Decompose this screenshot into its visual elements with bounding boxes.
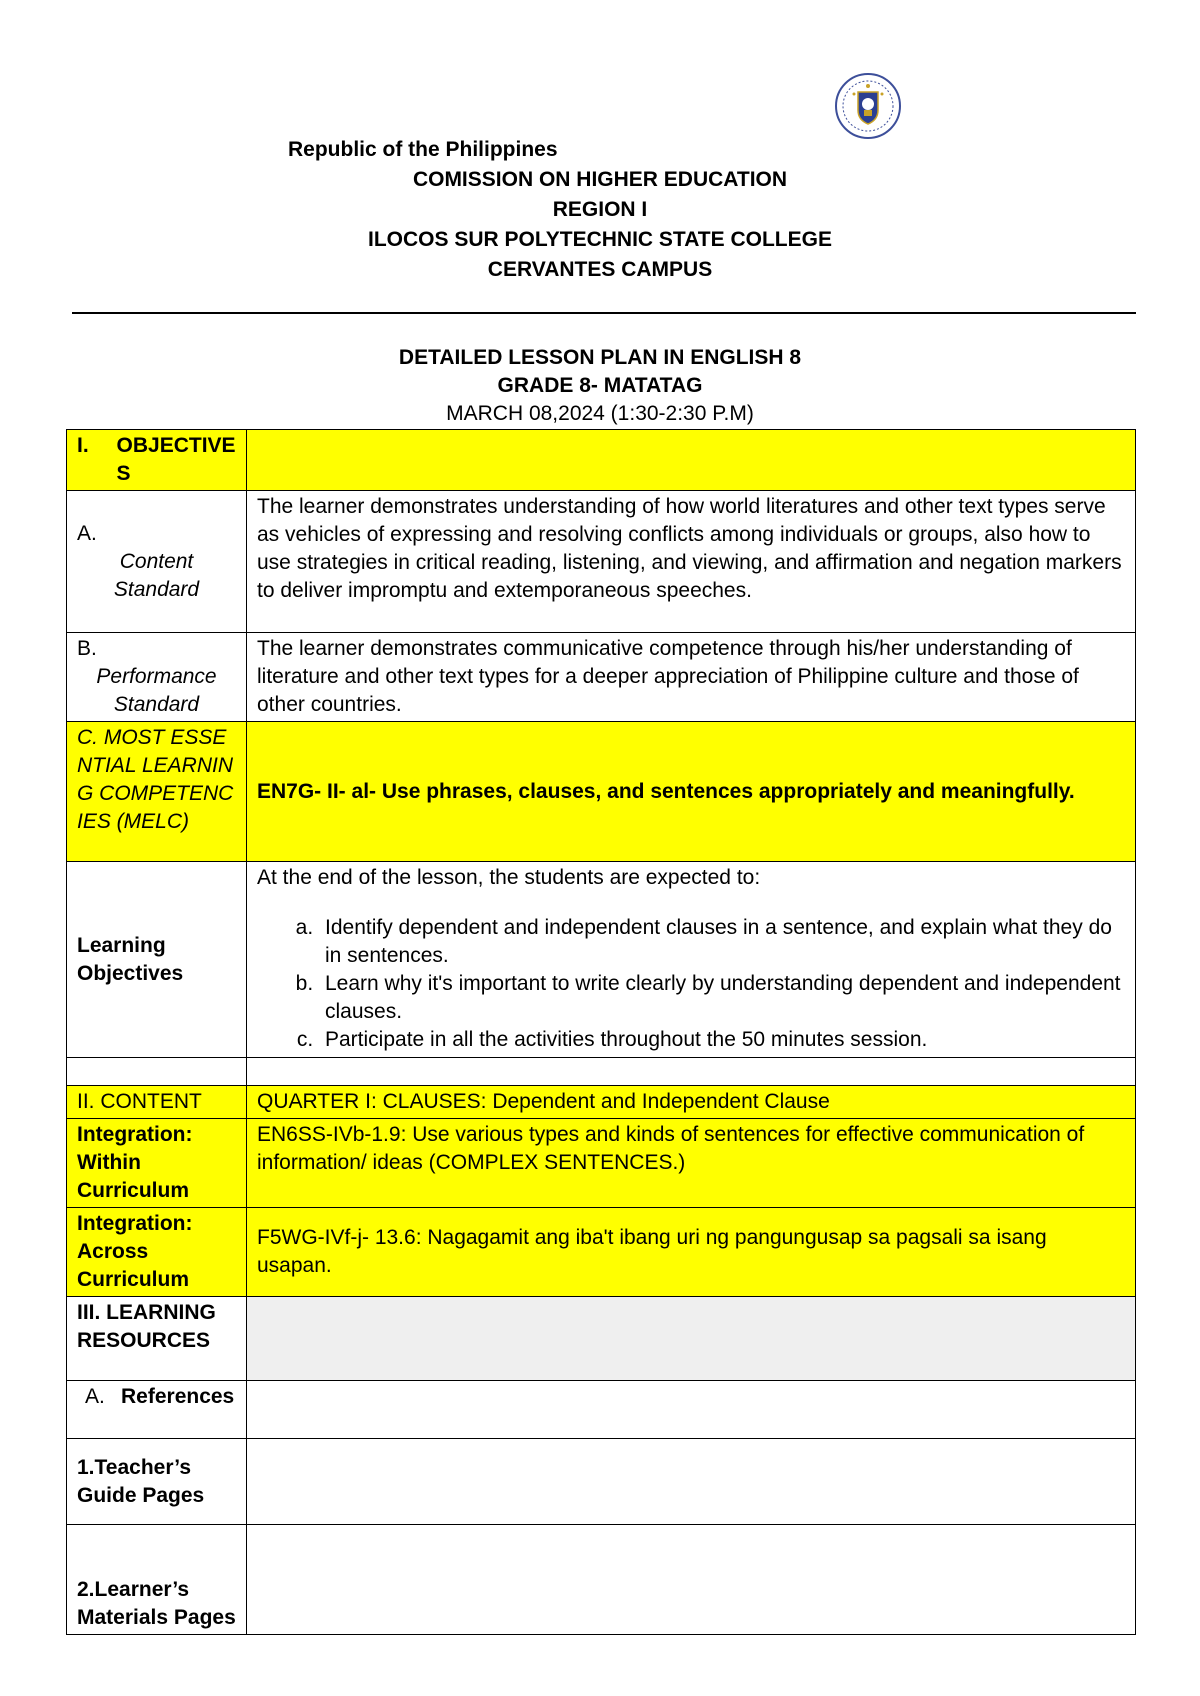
teachers-guide-row	[67, 1439, 1136, 1525]
integration-across-text: F5WG-IVf-j- 13.6: Nagagamit ang iba't ibang uri ng pangungusap sa pagsali sa isang usapan.	[247, 1208, 1136, 1297]
spacer-cell	[247, 1058, 1136, 1086]
learners-materials-value	[247, 1525, 1136, 1635]
integration-within-text: EN6SS-IVb-1.9: Use various types and kinds of sentences for effective communication of information/ ideas (COMPLEX SENTENCES.)	[247, 1119, 1136, 1208]
plan-date: MARCH 08,2024 (1:30-2:30 P.M)	[446, 402, 754, 425]
teachers-guide-value	[247, 1439, 1136, 1525]
republic-line: Republic of the Philippines	[288, 138, 558, 161]
learners-materials-label: 2.Learner’s Materials Pages	[67, 1525, 247, 1635]
learning-objectives-label: Learning Objectives	[67, 862, 247, 1058]
content-label: II. CONTENT	[67, 1086, 247, 1119]
lesson-plan-table	[66, 429, 1136, 1635]
learning-resources-value	[247, 1297, 1136, 1381]
objectives-num: I.	[77, 434, 89, 457]
plan-titles	[0, 344, 1200, 428]
plan-grade: GRADE 8- MATATAG	[497, 374, 703, 397]
objectives-value-cell	[247, 430, 1136, 491]
performance-standard-text: The learner demonstrates communicative competence through his/her understanding of literature and other text types for a deeper appreciation of Philippine culture and those of other countries.	[247, 633, 1136, 722]
integration-within-label: Integration: Within Curriculum	[67, 1119, 247, 1208]
references-row	[67, 1381, 1136, 1439]
spacer-row	[67, 1058, 1136, 1086]
commission-line: COMISSION ON HIGHER EDUCATION	[412, 168, 788, 191]
header-divider	[72, 312, 1136, 314]
content-text: QUARTER I: CLAUSES: Dependent and Independent Clause	[247, 1086, 1136, 1119]
objectives-label: OBJECTIVES	[116, 434, 236, 485]
melc-row	[67, 722, 1136, 862]
melc-text: EN7G- II- al- Use phrases, clauses, and sentences appropriately and meaningfully.	[247, 722, 1136, 862]
learning-resources-row	[67, 1297, 1136, 1381]
deped-seal-icon	[834, 72, 902, 140]
letterhead	[0, 135, 1200, 285]
learning-objectives-cell	[247, 862, 1136, 1058]
learning-objective-item: c. Participate in all the activities throughout the 50 minutes session.	[319, 1026, 1125, 1054]
content-standard-label: Content Standard	[113, 549, 200, 601]
content-standard-label-cell	[67, 491, 247, 633]
melc-label: C. MOST ESSENTIAL LEARNING COMPETENCIES (MELC)	[67, 722, 247, 862]
learning-resources-label: III. LEARNING RESOURCES	[67, 1297, 247, 1381]
references-label: References	[121, 1385, 235, 1408]
college-line: ILOCOS SUR POLYTECHNIC STATE COLLEGE	[368, 228, 832, 251]
references-label-cell	[67, 1381, 247, 1439]
performance-standard-label-cell	[67, 633, 247, 722]
learning-objectives-row	[67, 862, 1136, 1058]
learning-objectives-intro: At the end of the lesson, the students are expected to:	[257, 866, 761, 889]
performance-standard-letter: B.	[77, 637, 97, 660]
learning-objective-item: a. Identify dependent and independent clauses in a sentence, and explain what they do in sentences.	[319, 914, 1125, 970]
campus-line: CERVANTES CAMPUS	[487, 258, 713, 281]
references-letter: A.	[85, 1385, 105, 1408]
teachers-guide-label: 1.Teacher’s Guide Pages	[67, 1439, 247, 1525]
content-row	[67, 1086, 1136, 1119]
content-standard-text: The learner demonstrates understanding of how world literatures and other text types serve as vehicles of expressing and resolving conflicts among individuals or groups, also how to use strategies in critical reading, listening, and viewing, and affirmation and negation markers to deliver impromptu and extemporaneous speeches.	[247, 491, 1136, 633]
objectives-row	[67, 430, 1136, 491]
integration-across-label: Integration: Across Curriculum	[67, 1208, 247, 1297]
objectives-label-cell	[67, 430, 247, 491]
integration-across-row	[67, 1208, 1136, 1297]
performance-standard-row	[67, 633, 1136, 722]
learners-materials-row	[67, 1525, 1136, 1635]
learning-objective-item: b. Learn why it's important to write clearly by understanding dependent and independent clauses.	[319, 970, 1125, 1026]
content-standard-letter: A.	[77, 521, 97, 545]
performance-standard-label: Performance Standard	[96, 665, 217, 716]
references-value	[247, 1381, 1136, 1439]
spacer-cell	[67, 1058, 247, 1086]
content-standard-row	[67, 491, 1136, 633]
learning-objectives-list	[257, 914, 1125, 1054]
region-line: REGION I	[552, 198, 648, 221]
integration-within-row	[67, 1119, 1136, 1208]
plan-title: DETAILED LESSON PLAN IN ENGLISH 8	[398, 346, 802, 369]
